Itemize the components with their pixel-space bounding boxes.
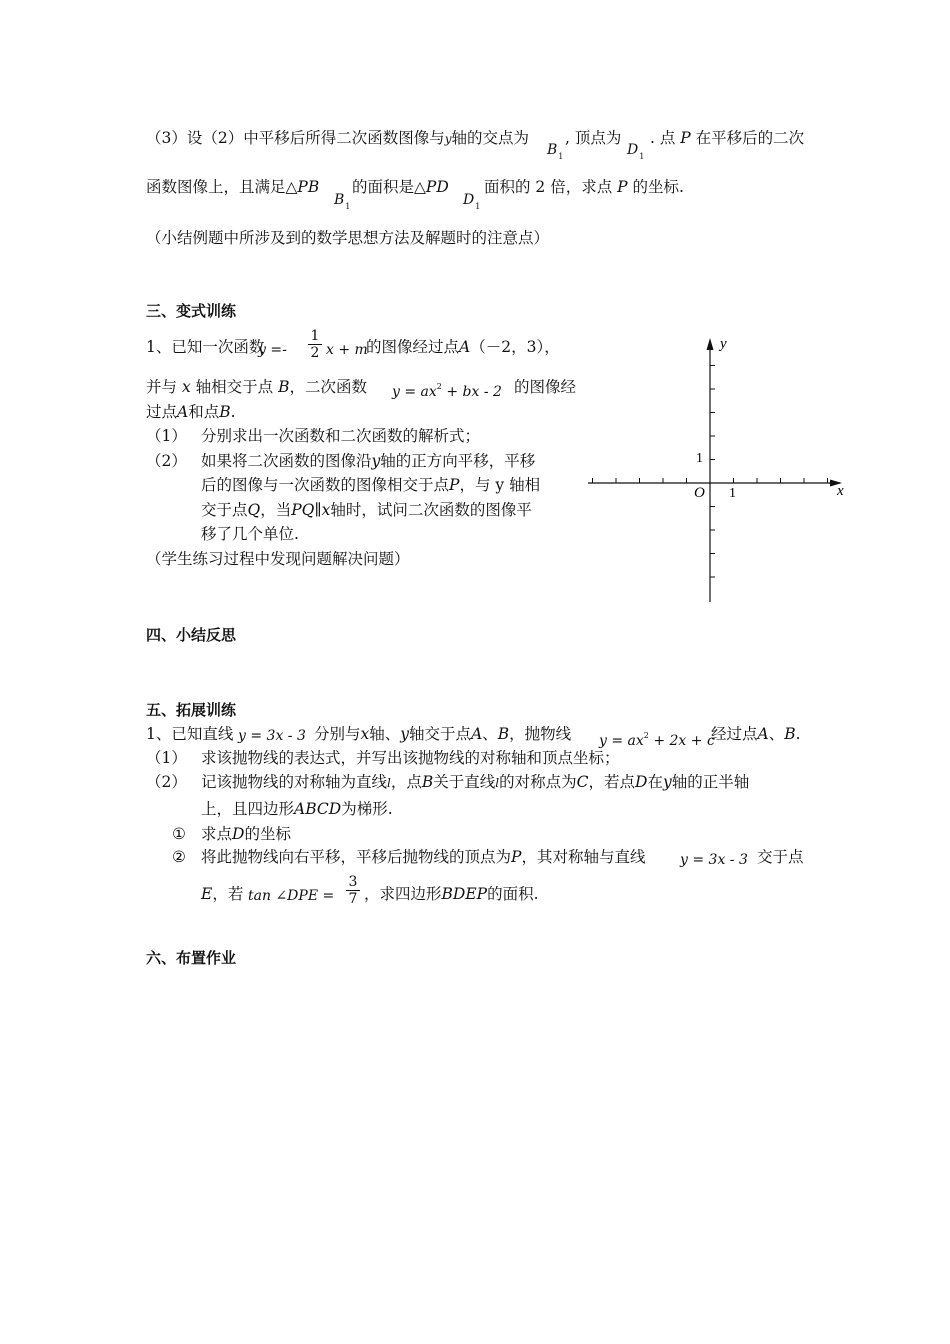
text: ，抛物线 bbox=[509, 725, 572, 743]
text: 2 bbox=[436, 382, 442, 391]
s3-sub2-l1 bbox=[201, 451, 535, 471]
text: 在 bbox=[647, 773, 663, 791]
s3-eq-right: x + m bbox=[326, 342, 368, 358]
var-A: A bbox=[757, 725, 769, 743]
text: 的对称点为 bbox=[499, 773, 577, 791]
text: 轴交于点 bbox=[409, 725, 472, 743]
label-D1-2 bbox=[463, 190, 480, 217]
text: 轴的正半轴 bbox=[671, 773, 750, 791]
text: 、 bbox=[768, 725, 785, 743]
part3-line2 bbox=[146, 177, 319, 197]
s5-c2-line-eq: y = 3x - 3 bbox=[680, 852, 748, 868]
text: ∥ bbox=[314, 501, 322, 519]
var-PB: PB bbox=[297, 178, 320, 196]
s5-q1-end bbox=[711, 724, 801, 744]
var-C: C bbox=[576, 773, 589, 791]
y-axis-label: y bbox=[720, 336, 727, 352]
var-B: B bbox=[497, 725, 510, 743]
text: 的坐标. bbox=[632, 178, 684, 196]
text: 、 bbox=[482, 725, 498, 743]
s3-fraction bbox=[308, 328, 322, 361]
text: 如果将二次函数的图像沿 bbox=[201, 452, 372, 470]
var-y: y bbox=[444, 132, 452, 146]
var-PQ: PQ bbox=[291, 501, 315, 519]
s5-c2-l2-start bbox=[201, 884, 243, 904]
s5-sub2-num: （2） bbox=[146, 773, 187, 791]
var-Q: Q bbox=[247, 501, 261, 519]
text: 轴、 bbox=[369, 725, 401, 743]
text: 过点 bbox=[146, 403, 178, 421]
text: 的图像经 bbox=[514, 378, 577, 396]
s5-q1-mid bbox=[314, 724, 571, 744]
text: 轴的交点为 bbox=[451, 129, 530, 147]
s3-sub2-l2 bbox=[201, 475, 540, 495]
label-D1 bbox=[627, 140, 644, 167]
s5-line-eq: y = 3x - 3 bbox=[238, 728, 306, 744]
x-axis-label: x bbox=[837, 483, 844, 499]
s5-tan-expr: tan ∠DPE = bbox=[248, 888, 335, 904]
text: 2 bbox=[643, 731, 649, 740]
section6-title: 六、布置作业 bbox=[146, 949, 237, 967]
s3-sub2-num: （2） bbox=[146, 452, 187, 470]
text: 轴相交于点 bbox=[195, 378, 274, 396]
text: 分别与 bbox=[314, 725, 361, 743]
frac-num: 3 bbox=[348, 874, 358, 890]
text: 和点 bbox=[188, 403, 220, 421]
section3-title: 三、变式训练 bbox=[146, 302, 237, 320]
var-D: D bbox=[232, 825, 245, 843]
text: ，其对称轴与直线 bbox=[521, 848, 646, 866]
text: 轴的正方向平移，平移 bbox=[380, 452, 536, 470]
s3-q1-line2 bbox=[146, 377, 367, 397]
text: B bbox=[334, 192, 345, 208]
var-A: A bbox=[177, 403, 189, 421]
s5-sub2-l1 bbox=[201, 772, 749, 793]
text: 后的图像与一次函数的图像相交于点 bbox=[201, 476, 450, 494]
s5-tan-fraction bbox=[346, 874, 360, 907]
var-B: B bbox=[219, 403, 231, 421]
text: 在平移后的二次 bbox=[695, 129, 805, 147]
text: 1 bbox=[475, 202, 481, 211]
var-x: x bbox=[181, 378, 191, 396]
text: 的坐标 bbox=[244, 825, 291, 843]
frac-num: 1 bbox=[310, 328, 320, 344]
s3-q1-line3 bbox=[146, 402, 236, 422]
var-l: l bbox=[387, 776, 391, 790]
s5-c1 bbox=[201, 824, 291, 844]
var-P: P bbox=[680, 129, 691, 147]
var-y: y bbox=[371, 452, 381, 470]
text: 的图像经过点 bbox=[366, 338, 460, 356]
s5-c2-num: ② bbox=[172, 848, 186, 866]
text: 将此抛物线向右平移，平移后抛物线的顶点为 bbox=[201, 848, 512, 866]
s3-sub2-l3 bbox=[201, 500, 532, 520]
text: ，若点 bbox=[588, 773, 636, 791]
var-B: B bbox=[784, 725, 796, 743]
s3-eq-left: y =- bbox=[258, 342, 287, 358]
text: 面积的 2 倍，求点 bbox=[484, 178, 613, 196]
y-axis-arrow bbox=[707, 338, 714, 350]
var-x: x bbox=[321, 501, 331, 519]
text: 的面积是△ bbox=[352, 178, 426, 196]
s5-sub2-l2 bbox=[201, 799, 393, 819]
s3-sub2-l4: 移了几个单位. bbox=[201, 525, 299, 543]
coordinate-graph bbox=[585, 330, 850, 610]
origin-label: O bbox=[694, 485, 705, 501]
var-P: P bbox=[617, 178, 628, 196]
var-PD: PD bbox=[425, 178, 449, 196]
s5-c2-l1 bbox=[201, 847, 645, 867]
text: y = ax bbox=[599, 733, 644, 749]
s5-sub1-num: （1） bbox=[146, 749, 187, 767]
text: 交于点 bbox=[757, 848, 804, 866]
text: . bbox=[795, 725, 801, 743]
text: 求点 bbox=[201, 825, 233, 843]
student-note: （学生练习过程中发现问题解决问题） bbox=[146, 550, 410, 568]
text: 1 bbox=[639, 152, 645, 161]
part3-line2-end bbox=[484, 177, 684, 197]
var-y: y bbox=[400, 725, 410, 743]
s3-quad-eq bbox=[392, 377, 502, 402]
s3-q1-line1-end bbox=[366, 337, 560, 357]
part3-line1 bbox=[146, 128, 529, 149]
text: 记该抛物线的对称轴为直线 bbox=[201, 773, 388, 791]
text: 上，且四边形 bbox=[201, 800, 295, 818]
s3-sub1-num: （1） bbox=[146, 427, 187, 445]
s5-c2-l2-end bbox=[364, 884, 539, 904]
section5-title: 五、拓展训练 bbox=[146, 701, 237, 719]
s5-c1-num: ① bbox=[172, 825, 186, 843]
var-l: l bbox=[495, 776, 500, 790]
text: 轴时，试问二次函数的图像平 bbox=[330, 501, 532, 519]
text: . 点 bbox=[650, 129, 676, 147]
s5-q1-start: 1、已知直线 bbox=[146, 725, 234, 743]
text: 的面积. bbox=[487, 885, 539, 903]
var-P: P bbox=[511, 848, 522, 866]
var-y: y bbox=[662, 773, 672, 791]
frac-den: 2 bbox=[308, 344, 322, 361]
text: 为梯形. bbox=[341, 800, 393, 818]
summary-note: （小结例题中所涉及到的数学思想方法及解题时的注意点） bbox=[146, 229, 550, 247]
var-x: x bbox=[360, 725, 370, 743]
var-B: B bbox=[421, 773, 434, 791]
var-A: A bbox=[459, 338, 471, 356]
label-B1-2 bbox=[334, 190, 350, 217]
text: + 2x + c bbox=[653, 733, 715, 749]
section4-title: 四、小结反思 bbox=[146, 626, 237, 644]
text: 交于点 bbox=[201, 501, 248, 519]
text: ，求四边形 bbox=[364, 885, 442, 903]
var-A: A bbox=[471, 725, 483, 743]
text: D bbox=[627, 142, 639, 158]
var-E: E bbox=[201, 885, 213, 903]
text: 经过点 bbox=[711, 725, 758, 743]
part3-line2-mid bbox=[352, 177, 449, 197]
y-ticks bbox=[710, 366, 715, 578]
text: ，当 bbox=[260, 501, 292, 519]
part3-line1-end bbox=[650, 128, 804, 148]
text: 并与 bbox=[146, 378, 178, 396]
text: 1、已知一次函数 bbox=[146, 338, 265, 356]
s3-sub1-text: 分别求出一次函数和二次函数的解析式； bbox=[201, 427, 481, 445]
text: ，若 bbox=[212, 885, 244, 903]
text: ，与 y 轴相 bbox=[459, 476, 541, 494]
y-unit-label: 1 bbox=[696, 451, 703, 466]
var-P: P bbox=[449, 476, 460, 494]
text: 函数图像上，且满足△ bbox=[146, 178, 298, 196]
text: 1 bbox=[345, 202, 351, 211]
text: 关于直线 bbox=[433, 773, 496, 791]
text: . bbox=[230, 403, 236, 421]
var-D: D bbox=[635, 773, 648, 791]
x-unit-label: 1 bbox=[729, 486, 736, 501]
text: ，点 bbox=[390, 773, 422, 791]
var-B: B bbox=[278, 378, 290, 396]
var-BDEP: BDEP bbox=[441, 885, 488, 903]
text: 1 bbox=[558, 152, 564, 161]
text: （3）设（2）中平移后所得二次函数图像与 bbox=[146, 129, 445, 147]
text: + bx - 2 bbox=[446, 384, 502, 400]
text: （－2，3）， bbox=[470, 338, 560, 356]
label-B1 bbox=[547, 140, 563, 167]
s5-sub1-text: 求该抛物线的表达式，并写出该抛物线的对称轴和顶点坐标； bbox=[201, 749, 620, 767]
var-ABCD: ABCD bbox=[294, 800, 342, 818]
frac-den: 7 bbox=[346, 890, 360, 907]
text: D bbox=[463, 192, 475, 208]
text: , 顶点为 bbox=[565, 129, 622, 147]
text: B bbox=[547, 142, 558, 158]
text: ，二次函数 bbox=[289, 378, 367, 396]
s3-q1-line1 bbox=[146, 337, 264, 357]
text: y = ax bbox=[392, 384, 437, 400]
